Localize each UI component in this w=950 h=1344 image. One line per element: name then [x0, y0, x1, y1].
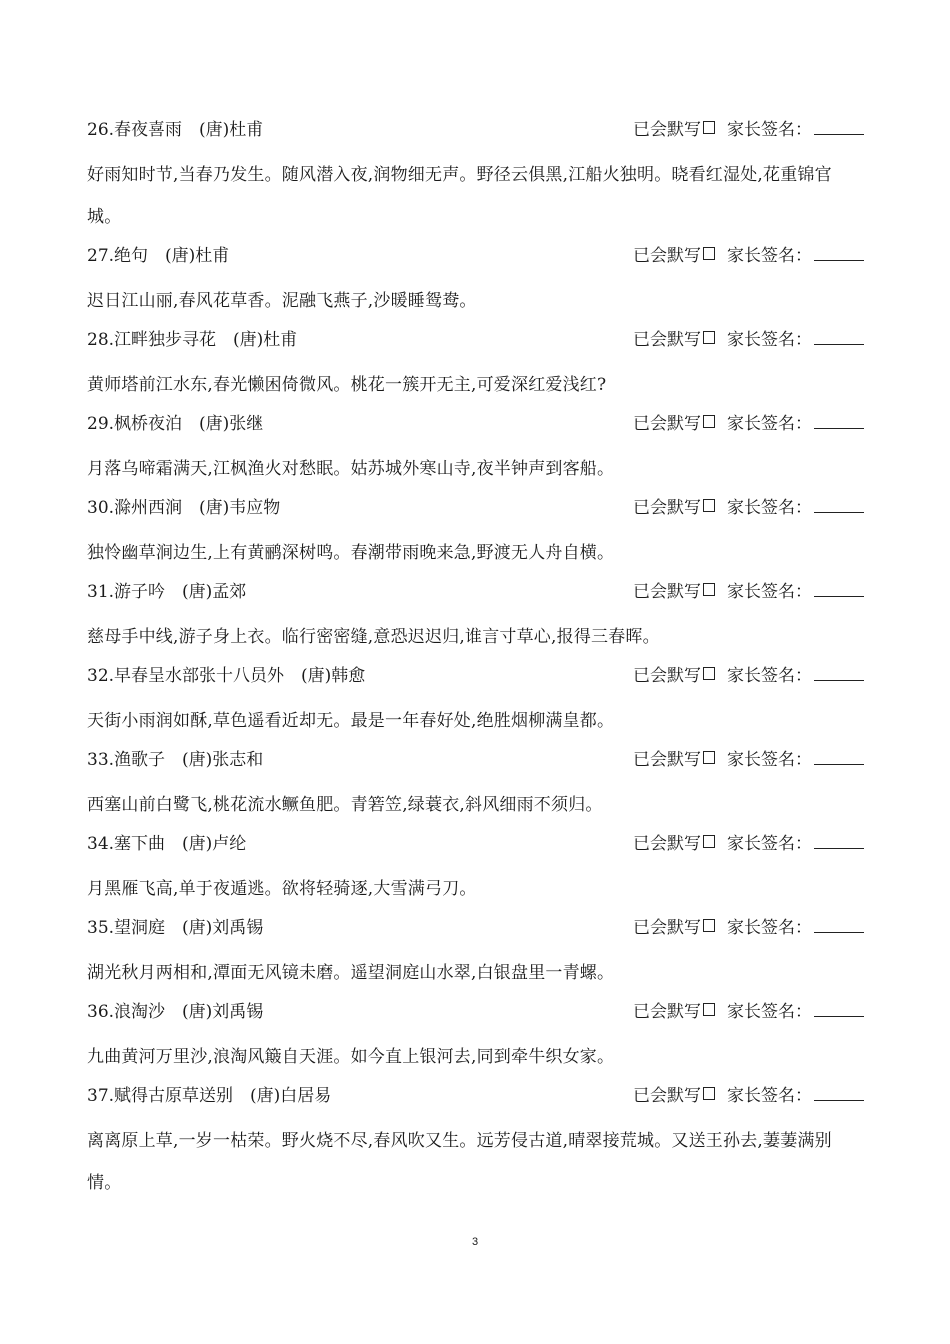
- poem-header: [87, 1078, 864, 1108]
- poem-text: 九曲黄河万里沙,浪淘风簸自天涯。如今直上银河去,同到牵牛织女家。: [87, 1047, 615, 1067]
- poem-title: 30.滁州西涧 (唐)韦应物: [87, 497, 281, 518]
- poem-text: 黄师塔前江水东,春光懒困倚微风。桃花一簇开无主,可爱深红爱浅红?: [87, 375, 607, 395]
- memorized-label: 已会默写: [633, 749, 701, 770]
- poem-title: 37.赋得古原草送别 (唐)白居易: [87, 1085, 332, 1106]
- poem-title: 29.枫桥夜泊 (唐)张继: [87, 413, 264, 434]
- poem-text: 湖光秋月两相和,潭面无风镜未磨。遥望洞庭山水翠,白银盘里一青螺。: [87, 963, 615, 983]
- status-area: [633, 409, 864, 434]
- poem-entry: [87, 490, 864, 574]
- poem-text: 慈母手中线,游子身上衣。临行密密缝,意恐迟迟归,谁言寸草心,报得三春晖。: [87, 627, 660, 647]
- poem-header: [87, 406, 864, 436]
- memorized-checkbox[interactable]: [703, 1087, 715, 1100]
- poem-entry: [87, 742, 864, 826]
- poem-header: [87, 742, 864, 772]
- parent-signature-label: 家长签名：: [727, 413, 812, 434]
- poem-list: [87, 112, 864, 1204]
- poem-title: 31.游子吟 (唐)孟郊: [87, 581, 247, 602]
- poem-entry: [87, 238, 864, 322]
- memorized-label: 已会默写: [633, 329, 701, 350]
- poem-text: 好雨知时节,当春乃发生。随风潜入夜,润物细无声。野径云俱黑,江船火独明。晓看红湿处,花重锦官城。: [87, 165, 832, 227]
- poem-text: 月黑雁飞高,单于夜遁逃。欲将轻骑逐,大雪满弓刀。: [87, 879, 477, 899]
- poem-header: [87, 658, 864, 688]
- parent-signature-label: 家长签名：: [727, 1085, 812, 1106]
- memorized-checkbox[interactable]: [703, 331, 715, 344]
- status-area: [633, 1081, 864, 1106]
- parent-signature-line[interactable]: [814, 498, 864, 513]
- memorized-checkbox[interactable]: [703, 121, 715, 134]
- poem-text: 离离原上草,一岁一枯荣。野火烧不尽,春风吹又生。远芳侵古道,晴翠接荒城。又送王孙去,萋萋满别情。: [87, 1131, 832, 1193]
- memorized-checkbox[interactable]: [703, 919, 715, 932]
- parent-signature-line[interactable]: [814, 414, 864, 429]
- memorized-checkbox[interactable]: [703, 1003, 715, 1016]
- poem-text: 迟日江山丽,春风花草香。泥融飞燕子,沙暖睡鸳鸯。: [87, 291, 477, 311]
- status-area: [633, 661, 864, 686]
- poem-entry: [87, 658, 864, 742]
- poem-title: 26.春夜喜雨 (唐)杜甫: [87, 119, 264, 140]
- memorized-label: 已会默写: [633, 245, 701, 266]
- parent-signature-label: 家长签名：: [727, 497, 812, 518]
- poem-header: [87, 826, 864, 856]
- parent-signature-line[interactable]: [814, 120, 864, 135]
- parent-signature-line[interactable]: [814, 246, 864, 261]
- memorized-label: 已会默写: [633, 665, 701, 686]
- memorized-label: 已会默写: [633, 413, 701, 434]
- memorized-label: 已会默写: [633, 581, 701, 602]
- poem-entry: [87, 910, 864, 994]
- poem-entry: [87, 322, 864, 406]
- memorized-label: 已会默写: [633, 833, 701, 854]
- parent-signature-line[interactable]: [814, 666, 864, 681]
- status-area: [633, 241, 864, 266]
- parent-signature-line[interactable]: [814, 918, 864, 933]
- parent-signature-label: 家长签名：: [727, 665, 812, 686]
- memorized-checkbox[interactable]: [703, 415, 715, 428]
- parent-signature-label: 家长签名：: [727, 119, 812, 140]
- memorized-checkbox[interactable]: [703, 247, 715, 260]
- parent-signature-line[interactable]: [814, 582, 864, 597]
- memorized-checkbox[interactable]: [703, 667, 715, 680]
- poem-title: 27.绝句 (唐)杜甫: [87, 245, 230, 266]
- poem-header: [87, 574, 864, 604]
- status-area: [633, 115, 864, 140]
- parent-signature-line[interactable]: [814, 1002, 864, 1017]
- status-area: [633, 829, 864, 854]
- status-area: [633, 745, 864, 770]
- parent-signature-line[interactable]: [814, 330, 864, 345]
- parent-signature-label: 家长签名：: [727, 749, 812, 770]
- poem-text: 月落乌啼霜满天,江枫渔火对愁眠。姑苏城外寒山寺,夜半钟声到客船。: [87, 459, 615, 479]
- parent-signature-label: 家长签名：: [727, 917, 812, 938]
- memorized-label: 已会默写: [633, 1001, 701, 1022]
- poem-header: [87, 238, 864, 268]
- poem-entry: [87, 826, 864, 910]
- poem-entry: [87, 1078, 864, 1204]
- poem-header: [87, 994, 864, 1024]
- poem-header: [87, 322, 864, 352]
- poem-header: [87, 112, 864, 142]
- poem-header: [87, 910, 864, 940]
- memorized-label: 已会默写: [633, 1085, 701, 1106]
- parent-signature-label: 家长签名：: [727, 245, 812, 266]
- poem-entry: [87, 994, 864, 1078]
- poem-text: 西塞山前白鹭飞,桃花流水鳜鱼肥。青箬笠,绿蓑衣,斜风细雨不须归。: [87, 795, 603, 815]
- memorized-checkbox[interactable]: [703, 835, 715, 848]
- poem-title: 28.江畔独步寻花 (唐)杜甫: [87, 329, 298, 350]
- poem-entry: [87, 112, 864, 238]
- poem-title: 36.浪淘沙 (唐)刘禹锡: [87, 1001, 264, 1022]
- parent-signature-line[interactable]: [814, 750, 864, 765]
- status-area: [633, 493, 864, 518]
- status-area: [633, 325, 864, 350]
- poem-entry: [87, 574, 864, 658]
- poem-header: [87, 490, 864, 520]
- memorized-checkbox[interactable]: [703, 751, 715, 764]
- poem-text: 独怜幽草涧边生,上有黄鹂深树鸣。春潮带雨晚来急,野渡无人舟自横。: [87, 543, 615, 563]
- memorized-checkbox[interactable]: [703, 583, 715, 596]
- poem-text: 天街小雨润如酥,草色遥看近却无。最是一年春好处,绝胜烟柳满皇都。: [87, 711, 615, 731]
- poem-title: 32.早春呈水部张十八员外 (唐)韩愈: [87, 665, 366, 686]
- parent-signature-label: 家长签名：: [727, 1001, 812, 1022]
- poem-title: 34.塞下曲 (唐)卢纶: [87, 833, 247, 854]
- parent-signature-line[interactable]: [814, 1086, 864, 1101]
- memorized-label: 已会默写: [633, 497, 701, 518]
- memorized-label: 已会默写: [633, 119, 701, 140]
- page-number: 3: [471, 1236, 479, 1248]
- memorized-label: 已会默写: [633, 917, 701, 938]
- status-area: [633, 913, 864, 938]
- parent-signature-line[interactable]: [814, 834, 864, 849]
- memorized-checkbox[interactable]: [703, 499, 715, 512]
- parent-signature-label: 家长签名：: [727, 581, 812, 602]
- parent-signature-label: 家长签名：: [727, 833, 812, 854]
- poem-title: 33.渔歌子 (唐)张志和: [87, 749, 264, 770]
- status-area: [633, 577, 864, 602]
- poem-entry: [87, 406, 864, 490]
- poem-title: 35.望洞庭 (唐)刘禹锡: [87, 917, 264, 938]
- status-area: [633, 997, 864, 1022]
- parent-signature-label: 家长签名：: [727, 329, 812, 350]
